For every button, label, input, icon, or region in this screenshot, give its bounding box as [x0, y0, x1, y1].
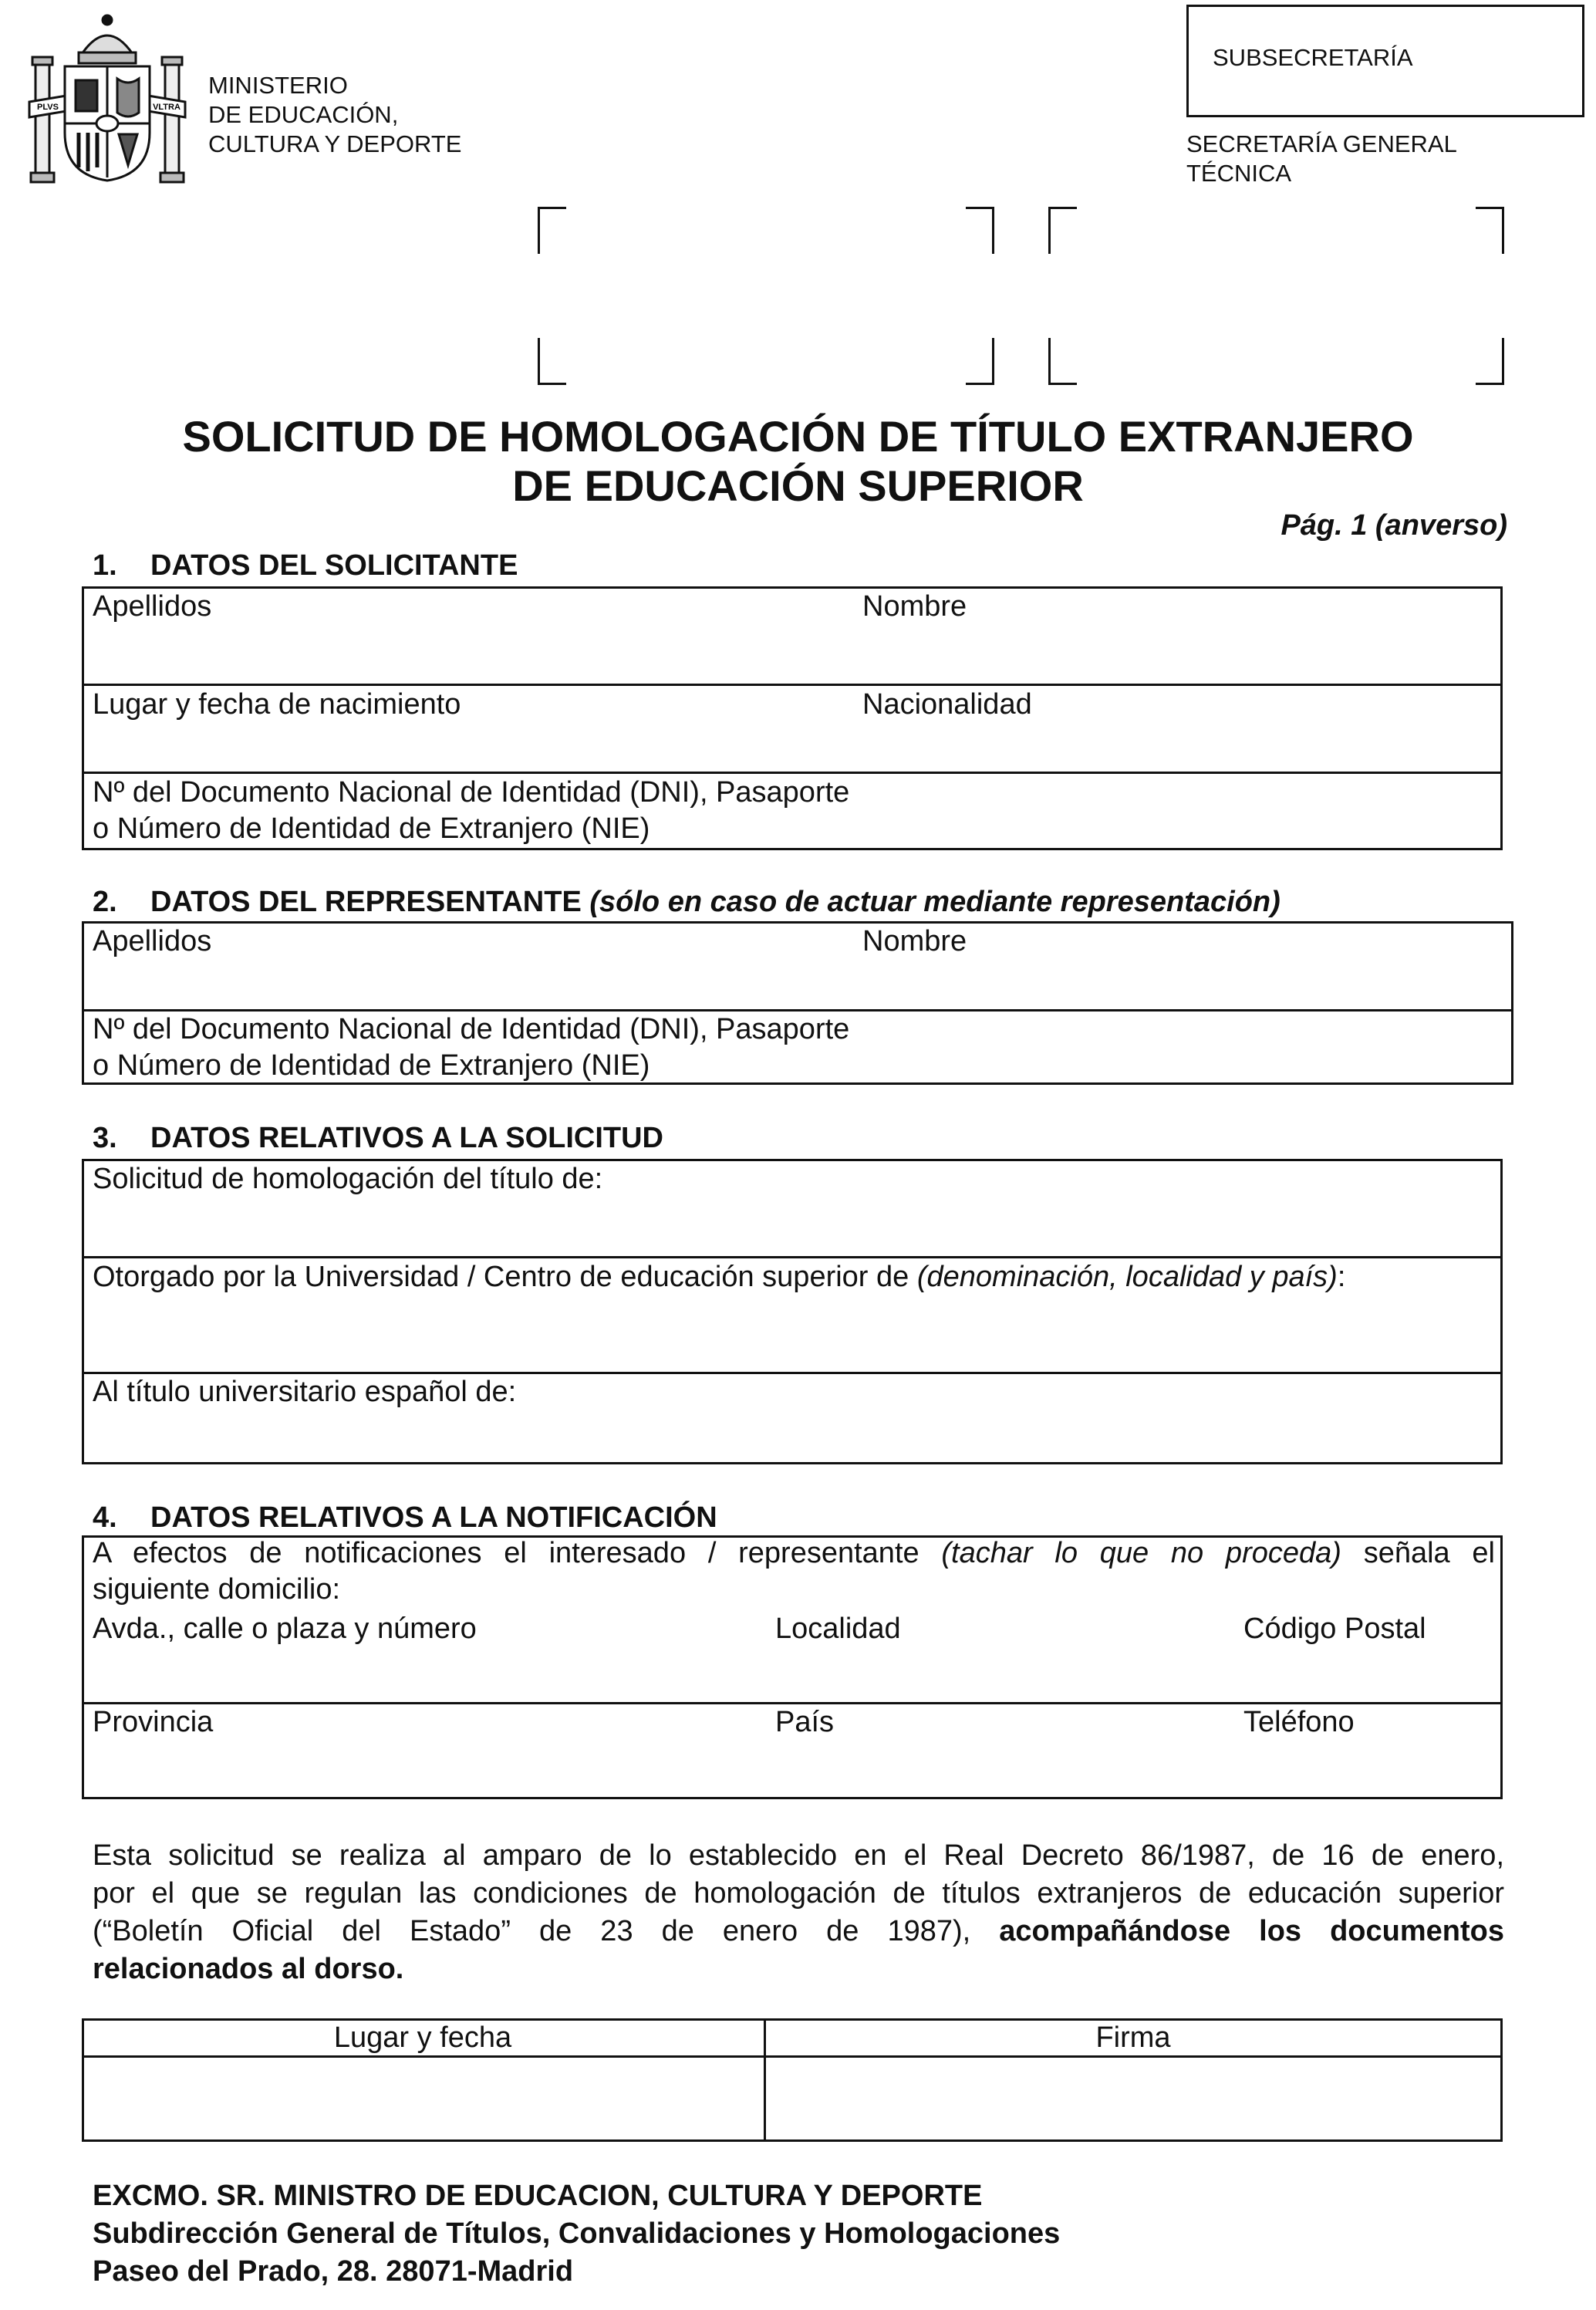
notification-intro: [93, 1535, 1495, 1608]
stamp-area-corner: [538, 338, 566, 385]
field-nombre[interactable]: Nombre: [862, 590, 967, 623]
notification-intro-text-end: señala el: [1363, 1537, 1495, 1569]
page-reference: Pág. 1 (anverso): [1281, 509, 1507, 542]
field-direccion[interactable]: Avda., calle o plaza y número: [93, 1613, 477, 1645]
field-documento-identidad-line2: o Número de Identidad de Extranjero (NIE): [93, 812, 650, 845]
field-apellidos[interactable]: Apellidos: [93, 590, 212, 623]
divider: [82, 772, 1503, 774]
lugar-fecha-label: Lugar y fecha: [333, 2021, 512, 2054]
ministry-name: [208, 71, 461, 159]
section-2-heading-note: (sólo en caso de actuar mediante representación): [589, 886, 1281, 918]
stamp-area-corner: [966, 338, 994, 385]
otorgado-label: Otorgado por la Universidad / Centro de educación superior de: [93, 1261, 909, 1293]
field-nacionalidad[interactable]: Nacionalidad: [862, 688, 1032, 721]
section-1-heading: DATOS DEL SOLICITANTE: [150, 549, 518, 582]
stamp-area-corner: [1048, 338, 1077, 385]
stamp-area-corner: [1476, 338, 1504, 385]
legal-notice-line: [93, 1913, 1504, 1950]
rep-field-apellidos[interactable]: Apellidos: [93, 925, 212, 957]
secretaria-line: TÉCNICA: [1186, 160, 1292, 187]
legal-notice-line: Esta solicitud se realiza al amparo de lo establecido en el Real Decreto 86/1987, de 16 de enero,: [93, 1839, 1504, 1872]
divider: [82, 1256, 1503, 1258]
coat-of-arms-icon: [28, 9, 187, 187]
field-localidad[interactable]: Localidad: [775, 1613, 901, 1645]
lugar-fecha-field[interactable]: [85, 2058, 762, 2139]
subsecretaria-label: SUBSECRETARÍA: [1213, 44, 1413, 71]
rep-field-documento-identidad[interactable]: Nº del Documento Nacional de Identidad (DNI), Pasaporte: [93, 1013, 850, 1045]
firma-label: Firma: [1095, 2021, 1171, 2054]
stamp-area-corner: [1476, 207, 1504, 254]
section-4-heading: DATOS RELATIVOS A LA NOTIFICACIÓN: [150, 1501, 717, 1534]
section-3-number: 3.: [93, 1122, 117, 1154]
secretaria-general: [1186, 130, 1457, 188]
otorgado-colon: :: [1337, 1261, 1346, 1293]
notification-intro-text: A efectos de notificaciones el interesado / representante: [93, 1537, 919, 1569]
field-titulo-solicitado[interactable]: Solicitud de homologación del título de:: [93, 1163, 603, 1195]
notification-intro-line2: siguiente domicilio:: [93, 1573, 341, 1606]
field-codigo-postal[interactable]: Código Postal: [1243, 1613, 1426, 1645]
section-3-heading: DATOS RELATIVOS A LA SOLICITUD: [150, 1122, 663, 1154]
addressee-line: Subdirección General de Títulos, Convalidaciones y Homologaciones: [93, 2217, 1061, 2250]
addressee-line: Paseo del Prado, 28. 28071-Madrid: [93, 2255, 574, 2288]
legal-notice-line: por el que se regulan las condiciones de homologación de títulos extranjeros de educación superior: [93, 1877, 1504, 1910]
field-lugar-fecha-nacimiento[interactable]: Lugar y fecha de nacimiento: [93, 688, 461, 721]
ministry-line: DE EDUCACIÓN,: [208, 101, 399, 128]
stamp-area-corner: [538, 207, 566, 254]
form-title: DE EDUCACIÓN SUPERIOR: [512, 461, 1084, 510]
legal-notice-emphasis-end: relacionados al dorso.: [93, 1953, 404, 1985]
notification-intro-note: (tachar lo que no proceda): [941, 1537, 1341, 1569]
section-2-heading: [150, 884, 1281, 920]
section-4-number: 4.: [93, 1501, 117, 1534]
crest-motto-right: VLTRA: [153, 103, 181, 112]
field-otorgado-por[interactable]: [93, 1259, 1345, 1295]
legal-notice-citation: (“Boletín Oficial del Estado” de 23 de enero de 1987),: [93, 1915, 971, 1947]
legal-notice-paragraph: [93, 1837, 1504, 1988]
divider: [82, 684, 1503, 686]
stamp-area-corner: [966, 207, 994, 254]
legal-notice-emphasis: acompañándose los documentos: [999, 1915, 1504, 1947]
ministry-line: CULTURA Y DEPORTE: [208, 130, 462, 157]
ministry-line: MINISTERIO: [208, 72, 348, 99]
form-title: SOLICITUD DE HOMOLOGACIÓN DE TÍTULO EXTRANJERO: [182, 412, 1414, 461]
otorgado-note: (denominación, localidad y país): [916, 1261, 1338, 1293]
notification-intro-line: [93, 1535, 1495, 1572]
field-provincia[interactable]: Provincia: [93, 1706, 214, 1738]
section-2-heading-title: DATOS DEL REPRESENTANTE: [150, 886, 582, 918]
rep-field-documento-identidad-line2: o Número de Identidad de Extranjero (NIE): [93, 1049, 650, 1082]
stamp-area-corner: [1048, 207, 1077, 254]
section-2-number: 2.: [93, 886, 117, 918]
addressee-block: [93, 2177, 1060, 2291]
field-titulo-espanol[interactable]: Al título universitario español de:: [93, 1376, 517, 1408]
divider: [82, 2055, 1503, 2058]
rep-field-nombre[interactable]: Nombre: [862, 925, 967, 957]
addressee-line: EXCMO. SR. MINISTRO DE EDUCACION, CULTURA Y DEPORTE: [93, 2180, 983, 2212]
crest-motto-left: PLVS: [37, 103, 59, 112]
request-data-box: [82, 1159, 1503, 1464]
firma-field[interactable]: [767, 2058, 1500, 2139]
field-documento-identidad[interactable]: Nº del Documento Nacional de Identidad (DNI), Pasaporte: [93, 776, 850, 809]
secretaria-line: SECRETARÍA GENERAL: [1186, 130, 1457, 157]
field-pais[interactable]: País: [775, 1706, 835, 1738]
field-telefono[interactable]: Teléfono: [1243, 1706, 1355, 1738]
section-1-number: 1.: [93, 549, 117, 582]
